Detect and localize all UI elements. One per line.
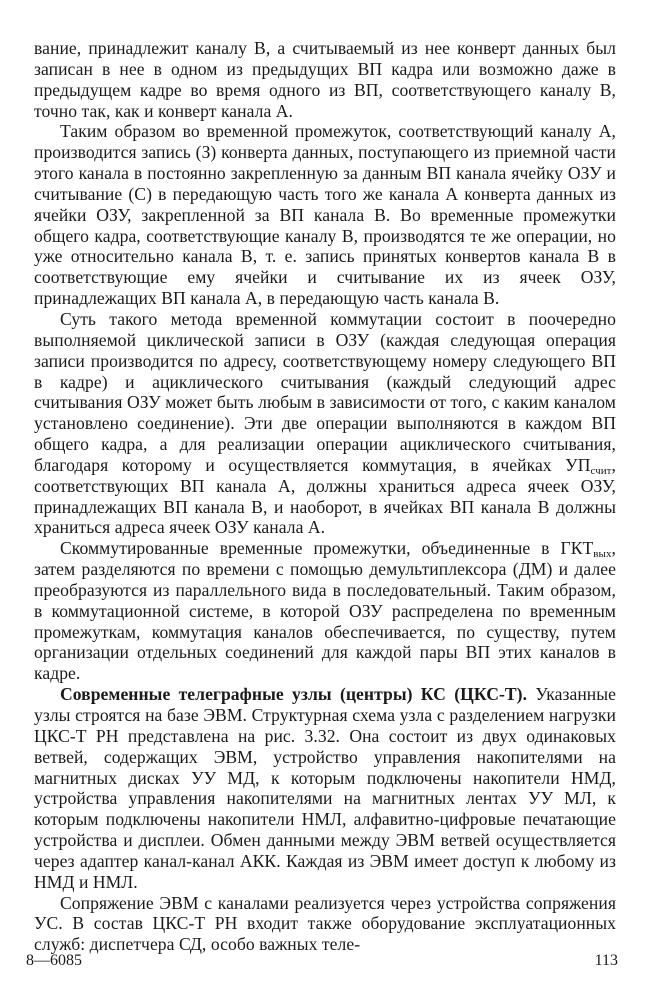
paragraph-4-text-before: Скоммутированные временные промежутки, объединенные в ГКТ — [60, 538, 594, 559]
page-number: 113 — [594, 952, 618, 969]
paragraph-3-text-before: Суть такого метода временной коммутации состоит в поочередно выполняемой циклической записи в ОЗУ (каждая следующая операция записи производится по адресу, соответствующему номеру следующего ВП в кадре) и ациклического считывания (каждый следующий адрес считывания ОЗУ может быть любым в зависимости от того, с каким каналом установлено соединение). Эти две операции выполняются в каждом ВП общего кадра, а для реализации операции ациклического считывания, благодаря которому и осуществляется коммутация, в ячейках УП — [34, 308, 616, 475]
section-heading: Современные телеграфные узлы (центры) КС (ЦКС-Т). — [60, 684, 528, 705]
paragraph-4-text-after: , затем разделяются по времени с помощью демультиплексора (ДМ) и далее преобразуются из параллельного вида в последовательный. Таким образом, в коммутационной системе, в которой ОЗУ распределена по временным промежуткам, коммутация каналов обеспечивается, по существу, путем организации отдельных соединений для каждой пары ВП этих каналов в кадре. — [34, 538, 616, 684]
subscript-vykh: вых — [593, 548, 612, 561]
page-body — [34, 38, 616, 955]
page-footer — [26, 952, 618, 974]
paragraph-5-text: Указанные узлы строятся на базе ЭВМ. Структурная схема узла с разделением нагрузки ЦКС-Т РН представлена на рис. 3.32. Она состоит из двух одинаковых ветвей, содержащих ЭВМ, устройство управления накопителями на магнитных дисках УУ МД, к которым подключены накопители НМД, устройства управления накопителями на магнитных лентах УУ МЛ, к которым подключены накопители НМЛ, алфавитно-цифровые печатающие устройства и дисплеи. Обмен данными между ЭВМ ветвей осуществляется через адаптер канал-канал АКК. Каждая из ЭВМ имеет доступ к любому из НМД и НМЛ. — [34, 684, 616, 892]
printer-signature: 8—6085 — [26, 952, 82, 969]
paragraph-2: Таким образом во временной промежуток, соответствующий каналу А, производится запись (З) конверта данных, поступающего из приемной части этого канала в постоянно закрепленную за данным ВП канала ячейку ОЗУ и считывание (С) в передающую часть того же канала А конверта данных из ячейки ОЗУ, закрепленной за ВП канала В. Во временные промежутки общего кадра, соответствующие каналу В, производятся те же операции, но уже относительно канала В, т. е. запись принятых конвертов канала В в соответствующие ему ячейки и считывание их из ячеек ОЗУ, принадлежащих ВП канала А, в передающую часть канала В. — [34, 121, 616, 309]
paragraph-6: Сопряжение ЭВМ с каналами реализуется через устройства сопряжения УС. В состав ЦКС-Т РН входит также оборудование эксплуатационных служб: диспетчера СД, особо важных теле- — [34, 892, 616, 955]
paragraph-3 — [34, 309, 616, 538]
paragraph-3-text-after: , соответствующих ВП канала А, должны храниться адреса ячеек ОЗУ, принадлежащих ВП канала В, и наоборот, в ячейках ВП канала В должны храниться адреса ячеек ОЗУ канала А. — [34, 454, 616, 538]
paragraph-4 — [34, 538, 616, 684]
subscript-schit: счит — [590, 464, 612, 477]
paragraph-5 — [34, 684, 616, 892]
paragraph-1: вание, принадлежит каналу В, а считываемый из нее конверт данных был записан в нее в одном из предыдущих ВП кадра или возможно даже в предыдущем кадре во время одного из ВП, соответствующего каналу В, точно так, как и конверт канала А. — [34, 38, 616, 121]
